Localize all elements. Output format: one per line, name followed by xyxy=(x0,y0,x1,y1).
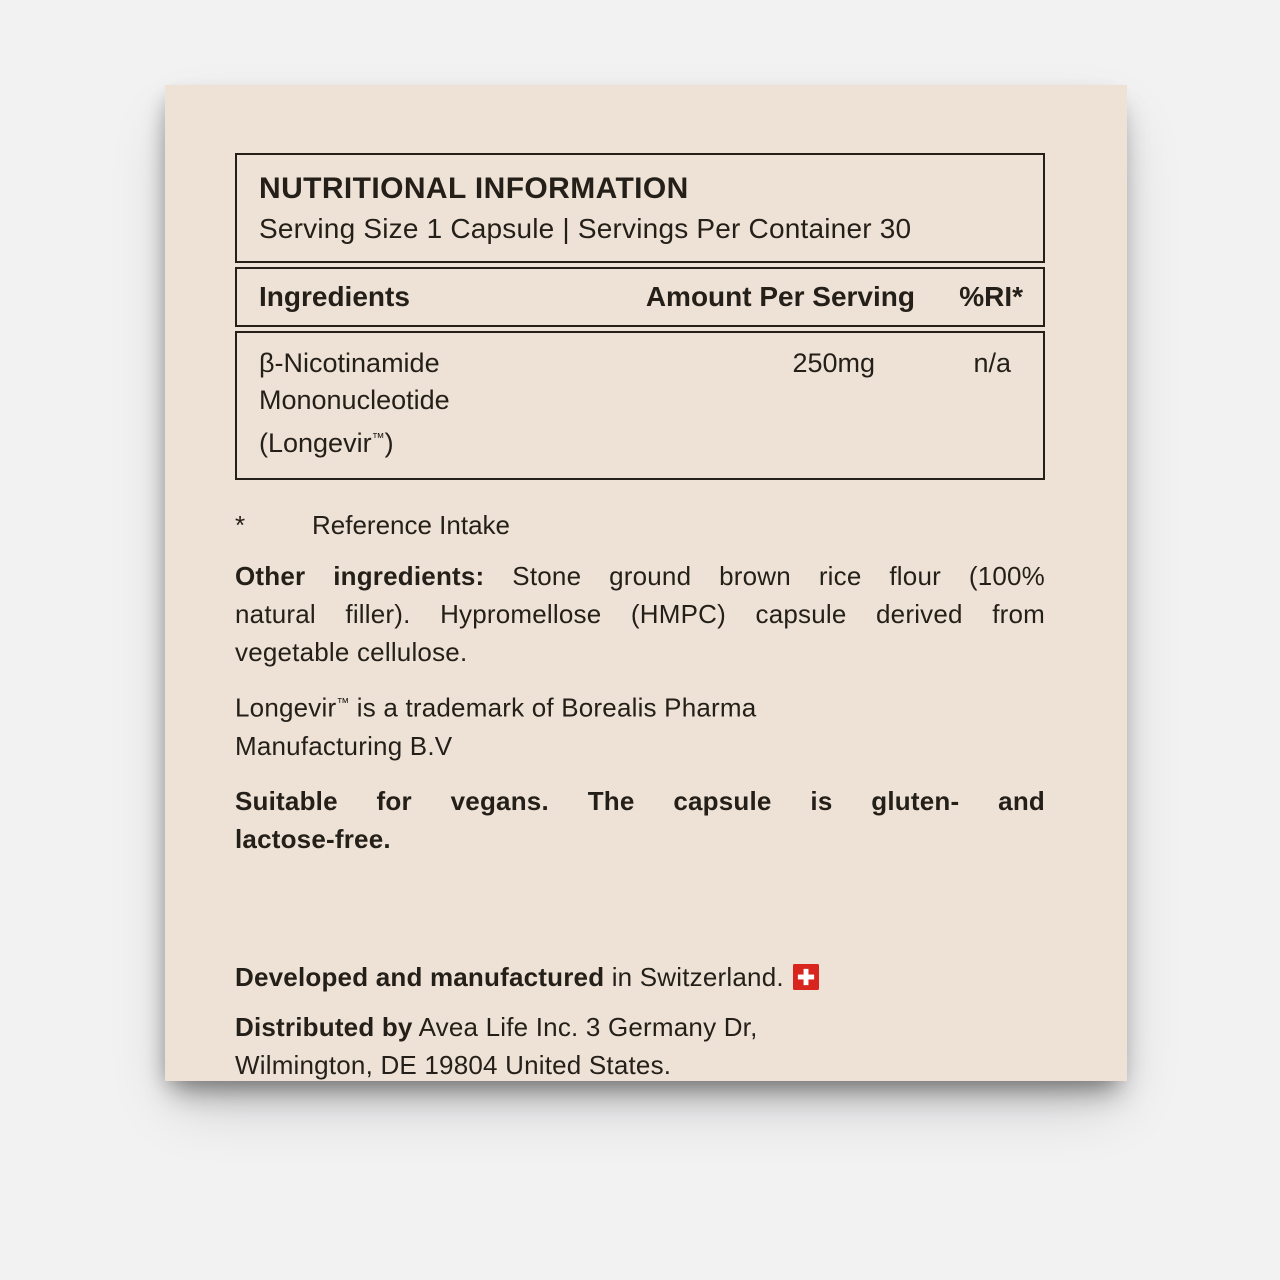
other-ingredients-text-line1: Stone ground brown rice flour (100% xyxy=(484,561,1045,591)
column-header-ri: %RI* xyxy=(959,281,1023,312)
trademark-line2: Manufacturing B.V xyxy=(235,730,453,761)
column-header-ingredients: Ingredients xyxy=(259,281,410,312)
distributor-line1 xyxy=(235,1008,1045,1046)
ingredient-brand-open: (Longevir xyxy=(259,428,372,458)
table-header-box xyxy=(235,153,1045,263)
vegan-note-paragraph xyxy=(235,782,1045,858)
other-ingredients-line1 xyxy=(235,557,1045,595)
table-row-ingredient xyxy=(235,331,1045,480)
vegan-note-line2: lactose-free. xyxy=(235,823,391,854)
reference-intake-note xyxy=(235,506,1045,544)
ingredient-ri-value: n/a xyxy=(973,348,1011,378)
swiss-flag-icon xyxy=(793,964,819,990)
made-in-rest-text: in Switzerland. xyxy=(604,961,784,992)
distributor-text-line1: Avea Life Inc. 3 Germany Dr, xyxy=(412,1011,758,1042)
ingredient-name-line1: β-Nicotinamide Mononucleotide xyxy=(259,348,450,415)
trademark-paragraph xyxy=(235,684,1045,765)
trademark-line1 xyxy=(235,684,1045,727)
column-header-amount-per-serving: Amount Per Serving xyxy=(645,281,915,312)
reference-asterisk: * xyxy=(235,510,246,540)
trademark-text-line1: is a trademark of Borealis Pharma xyxy=(349,692,757,723)
other-ingredients-line3: vegetable cellulose. xyxy=(235,637,468,667)
nutrition-label-card xyxy=(165,85,1127,1081)
table-column-header-row xyxy=(235,267,1045,327)
vegan-note-line1: Suitable for vegans. The capsule is gluten- and xyxy=(235,785,1045,816)
other-ingredients-label: Other ingredients: xyxy=(235,561,485,591)
made-in-bold-text: Developed and manufactured xyxy=(235,961,605,992)
nutrition-table xyxy=(235,153,1045,480)
other-ingredients-line2: natural filler). Hypromellose (HMPC) capsule derived from xyxy=(235,599,1045,629)
trademark-symbol: ™ xyxy=(336,695,350,710)
made-in-line xyxy=(235,958,1045,996)
reference-text: Reference Intake xyxy=(312,510,511,540)
trademark-brand: Longevir xyxy=(235,692,337,723)
ingredient-brand-close: ) xyxy=(384,428,394,458)
distributor-line2: Wilmington, DE 19804 United States. xyxy=(235,1049,672,1080)
table-title: NUTRITIONAL INFORMATION xyxy=(259,172,689,205)
distributor-bold-text: Distributed by xyxy=(235,1011,413,1042)
other-ingredients-paragraph xyxy=(235,557,1045,671)
serving-size-line: Serving Size 1 Capsule | Servings Per Container 30 xyxy=(259,213,912,244)
distributor-paragraph xyxy=(235,1008,1045,1084)
ingredient-amount: 250mg xyxy=(792,348,875,378)
trademark-symbol: ™ xyxy=(371,430,385,445)
ingredient-name xyxy=(259,345,605,462)
